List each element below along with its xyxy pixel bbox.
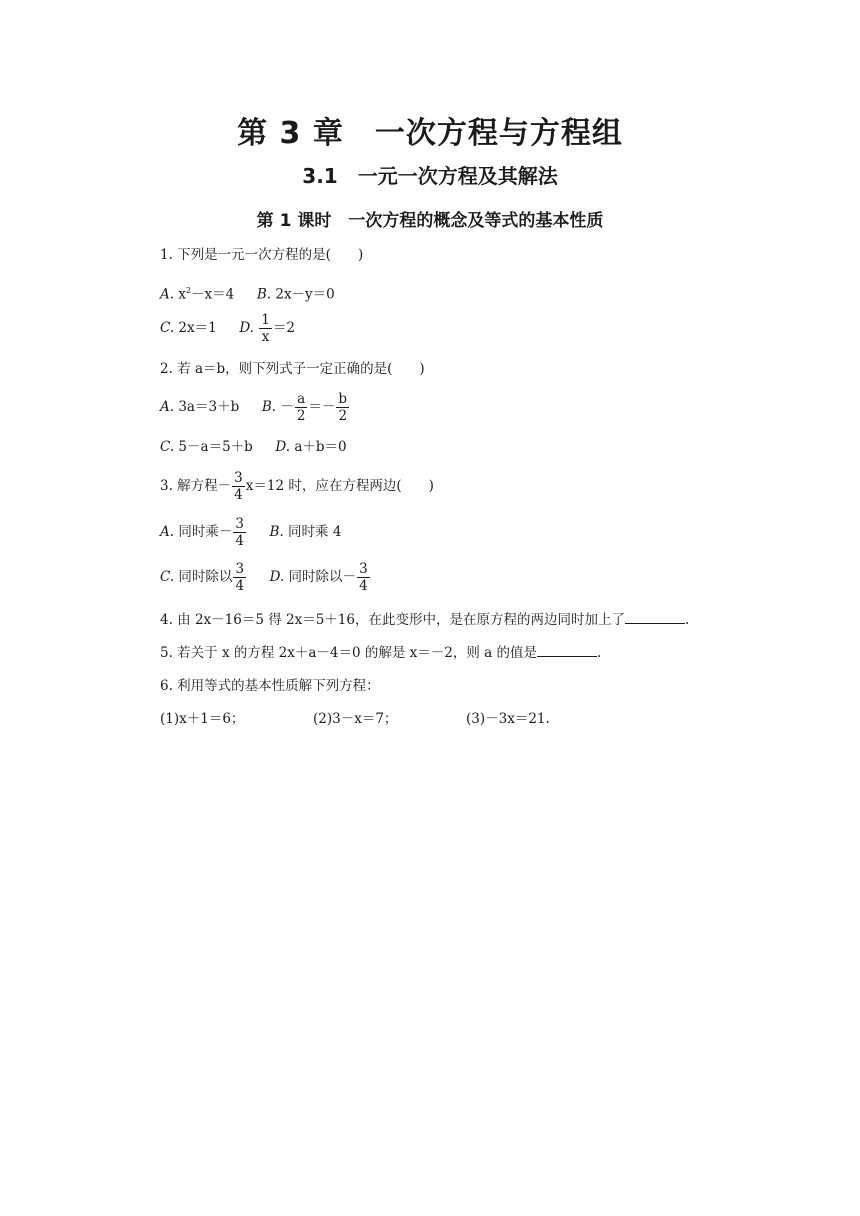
fraction-denominator: 4 <box>359 578 368 594</box>
q2-option-c-label: C. <box>160 439 175 455</box>
fraction-denominator: 2 <box>296 408 306 424</box>
q2-option-a-text: 3a＝3＋b <box>174 399 240 415</box>
fraction-numerator: 3 <box>359 561 368 577</box>
q4-period: . <box>685 612 690 628</box>
question-3-options-cd <box>160 561 371 594</box>
question-1-options-cd <box>160 312 295 345</box>
q5-period: . <box>597 645 602 661</box>
question-6-stem: 6. 利用等式的基本性质解下列方程： <box>160 678 380 694</box>
chapter-title: 第 3 章 一次方程与方程组 <box>237 116 623 151</box>
q2-option-d-text: a＋b＝0 <box>290 439 347 455</box>
q3-option-b-label: B. <box>269 524 284 540</box>
fraction-denominator: 4 <box>234 487 243 503</box>
fraction-denominator: 2 <box>338 408 348 424</box>
section-title: 3.1 一元一次方程及其解法 <box>302 164 558 188</box>
q6-part-2: (2)3－x＝7； <box>313 711 398 727</box>
fraction-numerator: a <box>295 391 308 408</box>
fraction-numerator: b <box>338 391 348 407</box>
fraction-denominator: 4 <box>235 533 244 549</box>
question-3-stem <box>160 470 434 503</box>
q6-part-3: (3)－3x＝21. <box>466 711 550 727</box>
q3-option-d-text: 同时除以－ <box>284 569 357 585</box>
q3-option-c-fraction <box>233 561 246 594</box>
q2-option-d-label: D. <box>275 439 291 455</box>
q1-option-d-label: D. <box>239 320 254 336</box>
q3-option-c-text: 同时除以 <box>174 569 233 585</box>
q3-option-a-label: A. <box>160 524 175 540</box>
q3-stem-fraction <box>232 470 245 503</box>
q2-option-b-text: － <box>276 399 294 415</box>
q1-option-a-exponent: 2 <box>185 286 192 295</box>
q2-option-b-equals: ＝－ <box>308 399 336 415</box>
question-1-stem: 1. 下列是一元一次方程的是( ) <box>160 247 364 263</box>
fraction-denominator: x <box>261 329 270 345</box>
q2-option-b-fraction-2 <box>336 391 349 424</box>
q1-option-a-label: A. <box>160 286 175 303</box>
question-4 <box>160 609 689 630</box>
q3-option-c-label: C. <box>160 569 175 585</box>
fraction-numerator: 3 <box>235 561 245 577</box>
fraction-numerator: 3 <box>234 470 243 486</box>
q4-answer-blank[interactable] <box>625 609 685 624</box>
q2-option-c-text: 5－a＝5＋b <box>174 439 253 455</box>
q1-option-c-text: 2x＝1 <box>174 320 217 336</box>
q2-option-b-label: B. <box>261 399 277 415</box>
question-2-stem: 2. 若 a＝b，则下列式子一定正确的是( ) <box>160 361 425 377</box>
q6-part-1: (1)x＋1＝6； <box>160 711 245 727</box>
q3-stem-text-end: x＝12 时，应在方程两边( ) <box>245 478 434 494</box>
question-3-options-ab <box>160 516 341 549</box>
q5-answer-blank[interactable] <box>537 642 597 657</box>
q4-text: 4. 由 2x－16＝5 得 2x＝5＋16，在此变形中，是在原方程的两边同时加上了 <box>160 612 625 628</box>
question-2-options-ab <box>160 391 350 424</box>
q3-option-d-label: D. <box>269 569 285 585</box>
q5-text: 5. 若关于 x 的方程 2x＋a－4＝0 的解是 x＝－2，则 a 的值是 <box>160 645 538 661</box>
question-1-options-ab <box>160 281 335 305</box>
question-2-options-cd <box>160 437 347 457</box>
fraction-numerator: 1 <box>261 312 270 328</box>
q3-stem-text: 3. 解方程－ <box>160 478 232 494</box>
q1-option-c-label: C. <box>160 320 175 336</box>
fraction-numerator: 3 <box>235 516 244 532</box>
q3-option-d-fraction <box>357 561 370 594</box>
q3-option-a-text: 同时乘－ <box>174 524 233 540</box>
q1-option-d-text: ＝2 <box>272 320 295 336</box>
q3-option-b-text: 同时乘 4 <box>283 524 342 540</box>
q1-option-a-text-end: －x＝4 <box>191 286 235 303</box>
q2-option-b-fraction-1 <box>295 391 308 424</box>
q1-option-b-label: B. <box>256 286 272 303</box>
question-5 <box>160 642 601 663</box>
q3-option-a-fraction <box>233 516 246 549</box>
fraction-denominator: 4 <box>235 578 245 594</box>
q1-option-b-text: 2x－y＝0 <box>271 286 335 303</box>
q1-option-a-text: x <box>174 286 186 303</box>
lesson-title: 第 1 课时 一次方程的概念及等式的基本性质 <box>256 211 604 231</box>
q2-option-a-label: A. <box>160 399 175 415</box>
q1-option-d-fraction <box>259 312 272 345</box>
